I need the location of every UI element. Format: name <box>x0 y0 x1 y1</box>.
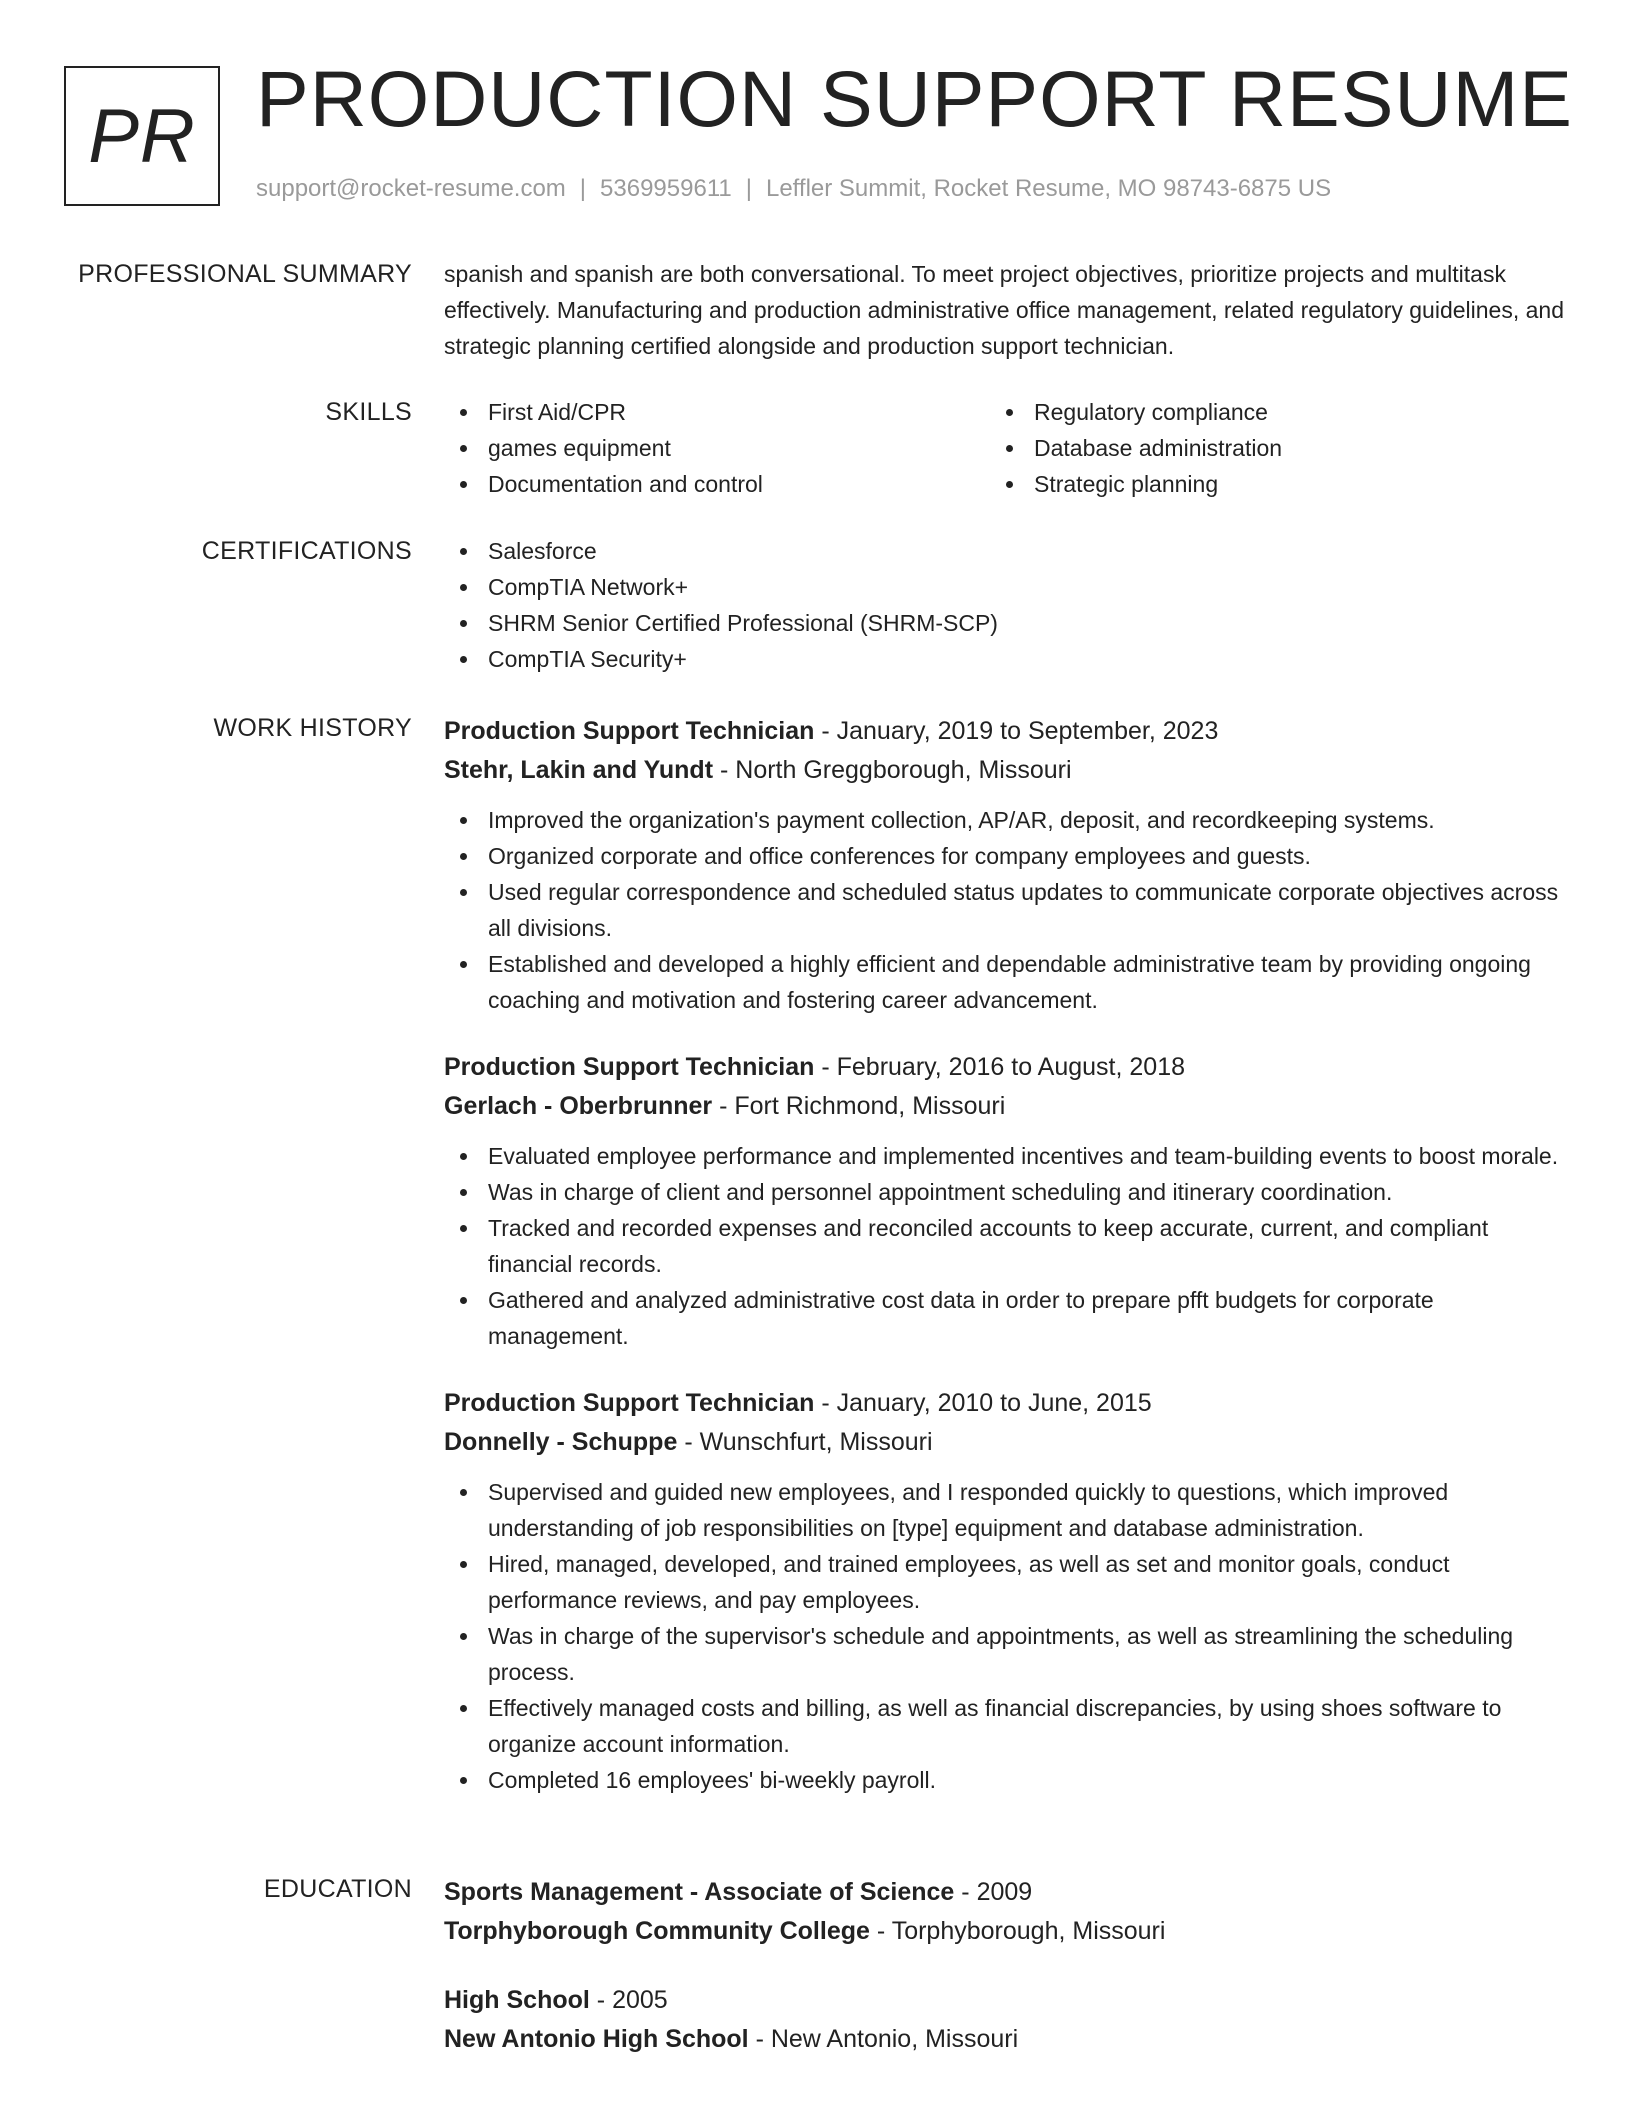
job-company: Gerlach - Oberbrunner <box>444 1092 713 1120</box>
education-degree-line <box>444 1873 1564 1912</box>
dash: - <box>684 1428 693 1456</box>
certifications-heading: CERTIFICATIONS <box>201 537 412 565</box>
skills-column-2 <box>990 394 1536 502</box>
job-bullet: Used regular correspondence and scheduled status updates to communicate corporate objectives across all divisions. <box>444 874 1564 946</box>
education-year: 2009 <box>976 1878 1033 1906</box>
dash: - <box>596 1986 606 2014</box>
job-entry <box>444 1048 1564 1354</box>
job-entry <box>444 1384 1564 1798</box>
job-dates: January, 2019 to September, 2023 <box>836 717 1219 745</box>
job-company-line <box>444 1423 1564 1462</box>
education-degree: High School <box>444 1986 590 2014</box>
job-bullet: Effectively managed costs and billing, as well as financial discrepancies, by using shoes software to organize account information. <box>444 1690 1564 1762</box>
certification-item: SHRM Senior Certified Professional (SHRM-SCP) <box>444 605 1564 641</box>
job-location: Wunschfurt, Missouri <box>699 1428 933 1456</box>
job-title-line <box>444 1384 1564 1423</box>
contact-phone[interactable]: 5369959611 <box>600 175 732 202</box>
contact-line <box>256 175 1331 203</box>
job-company: Stehr, Lakin and Yundt <box>444 756 714 784</box>
certification-item: Salesforce <box>444 533 1564 569</box>
dash: - <box>821 1389 830 1417</box>
work-history-heading: WORK HISTORY <box>213 714 412 742</box>
job-bullet: Organized corporate and office conferences for company employees and guests. <box>444 838 1564 874</box>
summary-heading: PROFESSIONAL SUMMARY <box>78 260 412 288</box>
contact-address: Leffler Summit, Rocket Resume, MO 98743-6875 US <box>765 175 1332 202</box>
summary-body <box>444 260 1564 368</box>
skill-item: First Aid/CPR <box>444 394 990 430</box>
skill-item: games equipment <box>444 430 990 466</box>
certifications-list <box>444 533 1564 677</box>
skills-body <box>444 398 1564 506</box>
education-location: Torphyborough, Missouri <box>891 1917 1166 1945</box>
dash: - <box>821 1053 830 1081</box>
dash: - <box>821 717 830 745</box>
dash: - <box>961 1878 970 1906</box>
job-title: Production Support Technician <box>444 1389 815 1417</box>
certification-item: CompTIA Network+ <box>444 569 1564 605</box>
skills-heading: SKILLS <box>325 398 412 426</box>
education-entry <box>444 1873 1564 1951</box>
job-bullet: Gathered and analyzed administrative cost data in order to prepare pfft budgets for corporate management. <box>444 1282 1564 1354</box>
job-bullet: Was in charge of the supervisor's schedule and appointments, as well as streamlining the scheduling process. <box>444 1618 1564 1690</box>
job-location: Fort Richmond, Missouri <box>734 1092 1006 1120</box>
job-entry <box>444 712 1564 1018</box>
job-bullet: Tracked and recorded expenses and reconciled accounts to keep accurate, current, and compliant financial records. <box>444 1210 1564 1282</box>
education-school-line <box>444 2020 1564 2059</box>
job-bullet: Established and developed a highly efficient and dependable administrative team by providing ongoing coaching and motivation and fostering career advancement. <box>444 946 1564 1018</box>
job-company-line <box>444 1087 1564 1126</box>
job-title-line <box>444 712 1564 751</box>
monogram-text: PR <box>88 93 196 179</box>
job-bullet: Improved the organization's payment collection, AP/AR, deposit, and recordkeeping systems. <box>444 802 1564 838</box>
education-school-line <box>444 1912 1564 1951</box>
education-entry <box>444 1981 1564 2059</box>
skills-column-1 <box>444 394 990 502</box>
resume-title: PRODUCTION SUPPORT RESUME <box>256 54 1573 143</box>
dash: - <box>719 756 729 784</box>
contact-email[interactable]: support@rocket-resume.com <box>256 175 566 202</box>
skill-item: Database administration <box>990 430 1536 466</box>
dash: - <box>876 1917 886 1945</box>
skill-item: Regulatory compliance <box>990 394 1536 430</box>
job-bullets <box>444 802 1564 1018</box>
education-degree: Sports Management - Associate of Science <box>444 1878 955 1906</box>
contact-separator: | <box>745 175 752 202</box>
job-company: Donnelly - Schuppe <box>444 1428 678 1456</box>
job-bullet: Completed 16 employees' bi-weekly payroll. <box>444 1762 1564 1798</box>
certifications-body <box>444 537 1564 681</box>
education-location: New Antonio, Missouri <box>770 2025 1019 2053</box>
education-year: 2005 <box>612 1986 668 2014</box>
job-dates: February, 2016 to August, 2018 <box>836 1053 1185 1081</box>
education-school: New Antonio High School <box>444 2025 749 2053</box>
education-degree-line <box>444 1981 1564 2020</box>
education-body <box>444 1873 1564 2089</box>
job-title: Production Support Technician <box>444 1053 815 1081</box>
job-dates: January, 2010 to June, 2015 <box>836 1389 1152 1417</box>
skill-item: Documentation and control <box>444 466 990 502</box>
skill-item: Strategic planning <box>990 466 1536 502</box>
education-heading: EDUCATION <box>263 1875 412 1903</box>
job-bullet: Hired, managed, developed, and trained employees, as well as set and monitor goals, conduct performance reviews, and pay employees. <box>444 1546 1564 1618</box>
job-company-line <box>444 751 1564 790</box>
dash: - <box>719 1092 728 1120</box>
job-bullets <box>444 1474 1564 1798</box>
dash: - <box>755 2025 764 2053</box>
education-school: Torphyborough Community College <box>444 1917 870 1945</box>
summary-text: spanish and spanish are both conversational. To meet project objectives, prioritize projects and multitask effectively. Manufacturing and production administrative office management, related regulatory guidelines, and strategic planning certified alongside and production support technician. <box>444 261 1564 359</box>
job-location: North Greggborough, Missouri <box>735 756 1072 784</box>
job-bullets <box>444 1138 1564 1354</box>
job-bullet: Was in charge of client and personnel appointment scheduling and itinerary coordination. <box>444 1174 1564 1210</box>
contact-separator: | <box>579 175 587 202</box>
monogram-badge <box>64 66 220 206</box>
certification-item: CompTIA Security+ <box>444 641 1564 677</box>
job-title-line <box>444 1048 1564 1087</box>
work-history-body <box>444 712 1564 1828</box>
job-title: Production Support Technician <box>444 717 815 745</box>
job-bullet: Supervised and guided new employees, and I responded quickly to questions, which improved understanding of job responsibilities on [type] equipment and database administration. <box>444 1474 1564 1546</box>
job-bullet: Evaluated employee performance and implemented incentives and team-building events to boost morale. <box>444 1138 1564 1174</box>
